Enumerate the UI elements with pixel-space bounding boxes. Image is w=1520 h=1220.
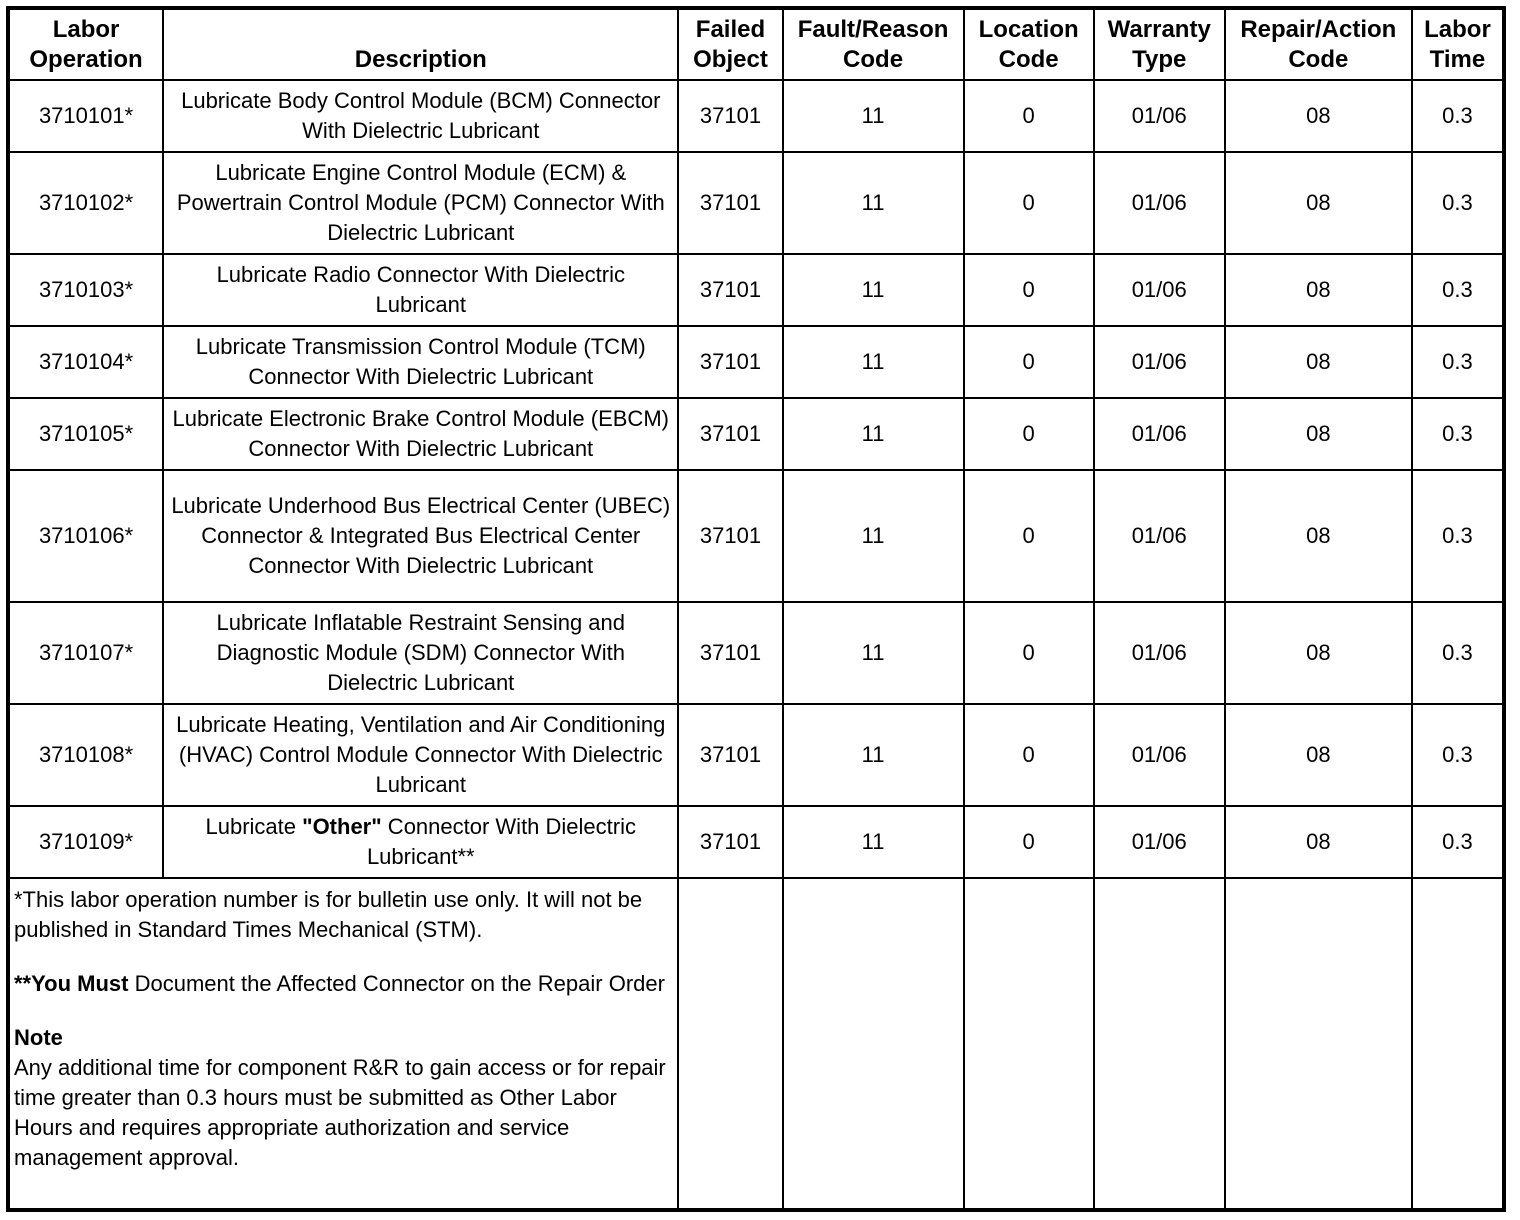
location-code-cell: 0: [964, 80, 1094, 152]
description-cell: Lubricate Heating, Ventilation and Air Conditioning (HVAC) Control Module Connector With Dielectric Lubricant: [163, 704, 678, 806]
notes-cell: [8, 878, 678, 1210]
labor-operation-cell: 3710104*: [8, 326, 163, 398]
description-cell: Lubricate Inflatable Restraint Sensing and Diagnostic Module (SDM) Connector With Dielectric Lubricant: [163, 602, 678, 704]
warranty-type-cell: 01/06: [1094, 326, 1225, 398]
labor-time-cell: 0.3: [1412, 254, 1504, 326]
empty-cell: [783, 878, 964, 1210]
empty-cell: [1225, 878, 1412, 1210]
labor-operation-cell: 3710102*: [8, 152, 163, 254]
labor-time-cell: 0.3: [1412, 152, 1504, 254]
failed-object-cell: 37101: [678, 806, 782, 878]
description-cell: Lubricate Engine Control Module (ECM) & Powertrain Control Module (PCM) Connector With Dielectric Lubricant: [163, 152, 678, 254]
labor-time-cell: 0.3: [1412, 398, 1504, 470]
description-cell: Lubricate Body Control Module (BCM) Connector With Dielectric Lubricant: [163, 80, 678, 152]
empty-cell: [964, 878, 1094, 1210]
note-text: Any additional time for component R&R to gain access or for repair time greater than 0.3 hours must be submitted as Other Labor Hours and requires appropriate authorization and service management approval.: [14, 1055, 666, 1170]
description-text: Connector With Dielectric Lubricant**: [366, 814, 636, 869]
footnote-text: Document the Affected Connector on the Repair Order: [128, 971, 665, 996]
table-row: [8, 806, 1504, 878]
location-code-cell: 0: [964, 152, 1094, 254]
header-location-code: Location Code: [964, 8, 1094, 80]
header-fault-reason-code: Fault/Reason Code: [783, 8, 964, 80]
labor-operation-cell: 3710106*: [8, 470, 163, 602]
repair-code-cell: 08: [1225, 398, 1412, 470]
table-row: [8, 470, 1504, 602]
fault-code-cell: 11: [783, 470, 964, 602]
labor-time-cell: 0.3: [1412, 470, 1504, 602]
description-text: Lubricate: [205, 814, 303, 839]
description-cell: Lubricate Electronic Brake Control Module (EBCM) Connector With Dielectric Lubricant: [163, 398, 678, 470]
location-code-cell: 0: [964, 704, 1094, 806]
location-code-cell: 0: [964, 398, 1094, 470]
description-cell: Lubricate Underhood Bus Electrical Center (UBEC) Connector & Integrated Bus Electrical Center Connector With Dielectric Lubricant: [163, 470, 678, 602]
fault-code-cell: 11: [783, 254, 964, 326]
labor-operation-cell: 3710105*: [8, 398, 163, 470]
failed-object-cell: 37101: [678, 470, 782, 602]
description-cell: Lubricate Transmission Control Module (TCM) Connector With Dielectric Lubricant: [163, 326, 678, 398]
fault-code-cell: 11: [783, 398, 964, 470]
failed-object-cell: 37101: [678, 602, 782, 704]
header-repair-action-code: Repair/Action Code: [1225, 8, 1412, 80]
notes-row: [8, 878, 1504, 1210]
location-code-cell: 0: [964, 806, 1094, 878]
warranty-type-cell: 01/06: [1094, 806, 1225, 878]
repair-code-cell: 08: [1225, 602, 1412, 704]
fault-code-cell: 11: [783, 326, 964, 398]
table-row: [8, 254, 1504, 326]
failed-object-cell: 37101: [678, 704, 782, 806]
location-code-cell: 0: [964, 326, 1094, 398]
labor-operation-cell: 3710103*: [8, 254, 163, 326]
labor-operation-cell: 3710101*: [8, 80, 163, 152]
failed-object-cell: 37101: [678, 152, 782, 254]
fault-code-cell: 11: [783, 806, 964, 878]
repair-code-cell: 08: [1225, 806, 1412, 878]
description-cell: Lubricate Radio Connector With Dielectric Lubricant: [163, 254, 678, 326]
header-warranty-type: Warranty Type: [1094, 8, 1225, 80]
repair-code-cell: 08: [1225, 704, 1412, 806]
header-labor-time: Labor Time: [1412, 8, 1504, 80]
fault-code-cell: 11: [783, 602, 964, 704]
note-title: Note: [14, 1025, 63, 1050]
repair-code-cell: 08: [1225, 80, 1412, 152]
fault-code-cell: 11: [783, 704, 964, 806]
repair-code-cell: 08: [1225, 470, 1412, 602]
warranty-type-cell: 01/06: [1094, 80, 1225, 152]
warranty-type-cell: 01/06: [1094, 470, 1225, 602]
location-code-cell: 0: [964, 602, 1094, 704]
empty-cell: [678, 878, 782, 1210]
labor-time-cell: 0.3: [1412, 602, 1504, 704]
failed-object-cell: 37101: [678, 80, 782, 152]
failed-object-cell: 37101: [678, 398, 782, 470]
location-code-cell: 0: [964, 470, 1094, 602]
warranty-type-cell: 01/06: [1094, 602, 1225, 704]
header-row: [8, 8, 1504, 80]
labor-time-cell: 0.3: [1412, 704, 1504, 806]
description-emphasis: "Other": [302, 814, 382, 839]
footnote-document-connector: [14, 969, 673, 999]
table-row: [8, 152, 1504, 254]
labor-time-cell: 0.3: [1412, 80, 1504, 152]
labor-operation-cell: 3710109*: [8, 806, 163, 878]
labor-time-cell: 0.3: [1412, 806, 1504, 878]
table-row: [8, 398, 1504, 470]
footnote-emphasis: **You Must: [14, 971, 129, 996]
fault-code-cell: 11: [783, 152, 964, 254]
empty-cell: [1094, 878, 1225, 1210]
failed-object-cell: 37101: [678, 326, 782, 398]
table-row: [8, 326, 1504, 398]
labor-time-cell: 0.3: [1412, 326, 1504, 398]
header-labor-operation: Labor Operation: [8, 8, 163, 80]
note-block: [14, 1023, 673, 1173]
description-cell: [163, 806, 678, 878]
header-failed-object: Failed Object: [678, 8, 782, 80]
warranty-type-cell: 01/06: [1094, 152, 1225, 254]
labor-operation-cell: 3710108*: [8, 704, 163, 806]
repair-code-cell: 08: [1225, 152, 1412, 254]
labor-operation-cell: 3710107*: [8, 602, 163, 704]
footnote-bulletin-only: *This labor operation number is for bulletin use only. It will not be published in Standard Times Mechanical (STM).: [14, 887, 643, 942]
labor-operations-table: [6, 6, 1506, 1212]
fault-code-cell: 11: [783, 80, 964, 152]
warranty-type-cell: 01/06: [1094, 398, 1225, 470]
repair-code-cell: 08: [1225, 326, 1412, 398]
header-description: Description: [163, 8, 678, 80]
failed-object-cell: 37101: [678, 254, 782, 326]
empty-cell: [1412, 878, 1504, 1210]
warranty-type-cell: 01/06: [1094, 704, 1225, 806]
location-code-cell: 0: [964, 254, 1094, 326]
table-row: [8, 80, 1504, 152]
table-row: [8, 704, 1504, 806]
repair-code-cell: 08: [1225, 254, 1412, 326]
warranty-type-cell: 01/06: [1094, 254, 1225, 326]
table-row: [8, 602, 1504, 704]
